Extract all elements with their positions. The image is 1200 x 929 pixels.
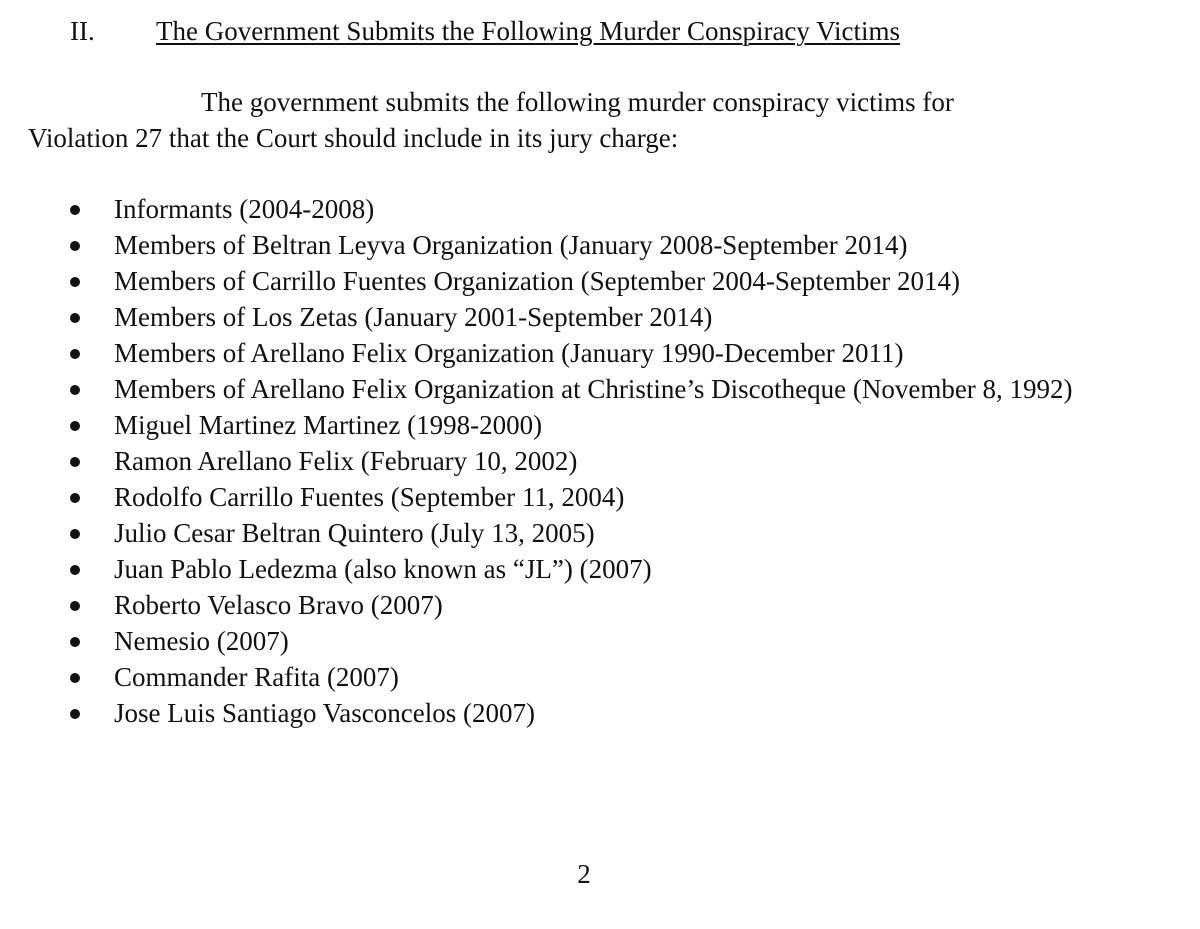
section-title: The Government Submits the Following Murder Conspiracy Victims (156, 16, 901, 46)
list-item (0, 695, 1160, 731)
bullet-icon (70, 565, 80, 575)
victim-text: Julio Cesar Beltran Quintero (July 13, 2005) (114, 518, 595, 548)
bullet-icon (70, 241, 80, 251)
bullet-icon (70, 385, 80, 395)
victim-text: Roberto Velasco Bravo (2007) (114, 590, 443, 620)
victim-text: Nemesio (2007) (114, 626, 289, 656)
intro-line-1: The government submits the following murder conspiracy victims for (201, 87, 954, 117)
bullet-icon (70, 529, 80, 539)
list-item (0, 659, 1160, 695)
bullet-icon (70, 349, 80, 359)
bullet-icon (70, 277, 80, 287)
list-item (0, 407, 1160, 443)
bullet-icon (70, 457, 80, 467)
victim-text: Jose Luis Santiago Vasconcelos (2007) (114, 698, 535, 728)
intro-paragraph (28, 84, 1148, 156)
victim-text: Rodolfo Carrillo Fuentes (September 11, 2004) (114, 482, 625, 512)
victim-text: Members of Carrillo Fuentes Organization (September 2004-September 2014) (114, 266, 961, 296)
victim-text: Members of Beltran Leyva Organization (January 2008-September 2014) (114, 230, 908, 260)
victim-text: Members of Los Zetas (January 2001-September 2014) (114, 302, 713, 332)
list-item (0, 587, 1160, 623)
victim-list (0, 191, 1160, 731)
bullet-icon (70, 205, 80, 215)
list-item (0, 227, 1160, 263)
bullet-icon (70, 709, 80, 719)
list-item (0, 479, 1160, 515)
intro-line-2: Violation 27 that the Court should include in its jury charge: (28, 123, 679, 153)
list-item (0, 371, 1160, 407)
list-item (0, 623, 1160, 659)
list-item (0, 443, 1160, 479)
section-number: II. (70, 16, 95, 46)
bullet-icon (70, 493, 80, 503)
page-number: 2 (577, 859, 591, 889)
list-item (0, 515, 1160, 551)
list-item (0, 299, 1160, 335)
bullet-icon (70, 673, 80, 683)
bullet-icon (70, 313, 80, 323)
bullet-icon (70, 421, 80, 431)
bullet-icon (70, 637, 80, 647)
victim-text: Miguel Martinez Martinez (1998-2000) (114, 410, 543, 440)
victim-text: Ramon Arellano Felix (February 10, 2002) (114, 446, 578, 476)
list-item (0, 191, 1160, 227)
victim-text: Members of Arellano Felix Organization at Christine’s Discotheque (November 8, 1992) (114, 374, 1073, 404)
victim-text: Commander Rafita (2007) (114, 662, 399, 692)
victim-text: Members of Arellano Felix Organization (January 1990-December 2011) (114, 338, 904, 368)
list-item (0, 263, 1160, 299)
list-item (0, 335, 1160, 371)
list-item (0, 551, 1160, 587)
victim-text: Informants (2004-2008) (114, 194, 375, 224)
victim-text: Juan Pablo Ledezma (also known as “JL”) (2007) (114, 554, 652, 584)
bullet-icon (70, 601, 80, 611)
